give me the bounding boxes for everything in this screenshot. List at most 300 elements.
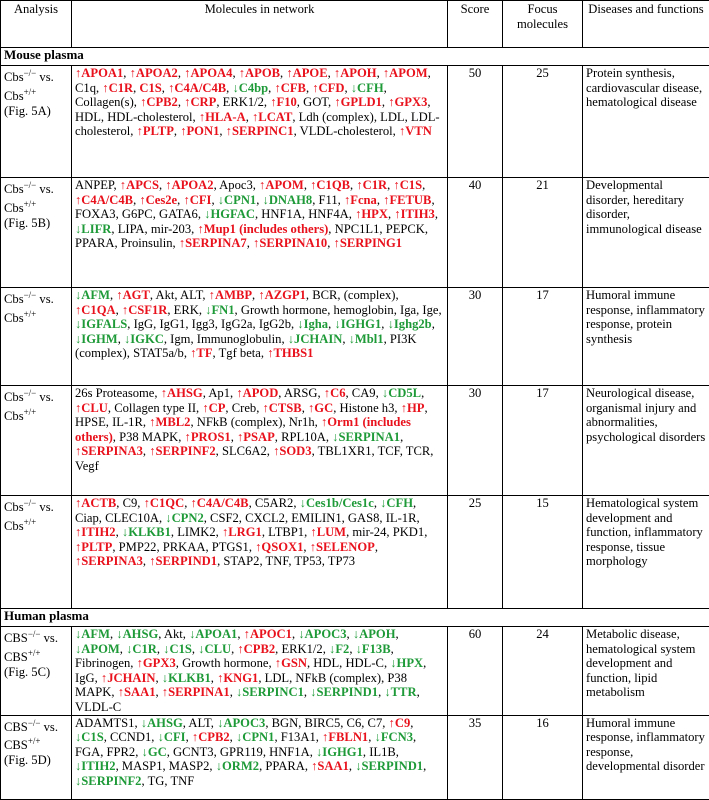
molecule: ↑GPX3 xyxy=(137,656,176,670)
molecule: ↑C1R xyxy=(356,178,387,192)
molecule: ↓CFI xyxy=(158,730,186,744)
molecule: VLDL-C xyxy=(75,700,121,714)
molecule: ↑AMBP xyxy=(209,288,252,302)
molecules-cell: ANPEP, ↑APCS, ↑APOA2, Apoc3, ↑APOM, ↑C1QB, ↑C1R, ↑C1S, ↑C4A/C4B, ↑Ces2e, ↑CFI, ↓CPN1, ↓DNAH8, F11, ↑Fcna, ↑FETUB, FOXA3, G6PC, GATA6, ↓HGFAC, HNF1A, HNF4A, ↑HPX, ↑ITIH3, ↓LIFR, LIPA, mir-203, ↑Mup1 (includes others), NPC1L1, PEPCK, PPARA, Proinsulin, ↑SERPINA7, ↑SERPINA10, ↑SERPING1 xyxy=(72,178,448,288)
analysis-line: Cbs+/+ xyxy=(4,197,68,216)
molecule: ↑CPB2 xyxy=(237,642,275,656)
molecule: ↓APOC3 xyxy=(298,627,346,641)
molecule: ↑C1QA xyxy=(75,303,116,317)
molecule: ADAMTS1 xyxy=(75,716,134,730)
table-body xyxy=(1,48,709,800)
molecule: ↓SERPINA1 xyxy=(332,430,400,444)
molecule: Ciap xyxy=(75,511,99,525)
analysis-line: Cbs−/− vs. xyxy=(4,178,68,197)
molecule: ↓APOH xyxy=(353,627,396,641)
molecule: ↑LRG1 xyxy=(222,525,262,539)
molecule: ↑C1QC xyxy=(144,496,185,510)
focus-molecules-cell: 15 xyxy=(503,496,583,609)
molecule: HDL xyxy=(313,656,339,670)
focus-molecules-cell: 17 xyxy=(503,288,583,386)
analysis-line: Cbs+/+ xyxy=(4,85,68,104)
molecule: ↑ITIH2 xyxy=(75,525,116,539)
molecule: ↑CP xyxy=(202,401,225,415)
molecule: NFkB (complex) xyxy=(295,671,381,685)
molecule: P38 MAPK xyxy=(75,671,407,700)
molecule: ARSG xyxy=(284,386,318,400)
molecule: F13A1 xyxy=(281,730,316,744)
molecule: SLC6A2 xyxy=(222,444,267,458)
diseases-cell: Neurological disease, organismal injury and abnormalities, psychological disorders xyxy=(583,386,709,496)
molecule: ↑C1S xyxy=(393,178,422,192)
molecule: ↓HGFAC xyxy=(204,207,255,221)
molecule: ↑C4A/C4B xyxy=(75,193,133,207)
score-cell: 60 xyxy=(448,627,503,716)
molecule: ↑HLA-A xyxy=(199,110,246,124)
molecule: ↑C1R xyxy=(102,81,133,95)
molecules-cell: ↑APOA1, ↑APOA2, ↑APOA4, ↑APOB, ↑APOE, ↑APOH, ↑APOM, C1q, ↑C1R, C1S, ↑C4A/C4B, ↓C4bp, ↑CFB, ↑CFD, ↓CFH, Collagen(s), ↑CPB2, ↑CRP, ERK1/2, ↑F10, GOT, ↑GPLD1, ↑GPX3, HDL, HDL-cholesterol, ↑HLA-A, ↑LCAT, Ldh (complex), LDL, LDL-cholesterol, ↑PLTP, ↑PON1, ↑SERPINC1, VLDL-cholesterol, ↑VTN xyxy=(72,66,448,178)
molecule: ↓IGFALS xyxy=(75,317,127,331)
molecules-cell: ADAMTS1, ↓AHSG, ALT, ↓APOC3, BGN, BIRC5, C6, C7, ↑C9, ↓C1S, CCND1, ↓CFI, ↑CPB2, ↓CPN1, F13A1, ↑FBLN1, ↓FCN3, FGA, FPR2, ↓GC, GCNT3, GPR119, HNF1A, ↓IGHG1, IL1B, ↓ITIH2, MASP1, MASP2, ↓ORM2, PPARA, ↑SAA1, ↓SERPIND1, ↓SERPINF2, TG, TNF xyxy=(72,715,448,799)
diseases-cell: Metabolic disease, hematological system development and function, lipid metabolism xyxy=(583,627,709,716)
molecule: ↓JCHAIN xyxy=(288,332,343,346)
molecule: FOXA3 xyxy=(75,207,116,221)
molecule: HNF1A xyxy=(269,745,310,759)
molecule: HDL xyxy=(75,110,101,124)
molecule: ↑GPX3 xyxy=(388,95,427,109)
molecule: VLDL-cholesterol xyxy=(300,124,393,138)
molecule: ↓TTR xyxy=(384,685,416,699)
molecule: (complex) xyxy=(344,288,396,302)
molecule: ↑SERPINA3 xyxy=(75,554,143,568)
molecule: PI3K (complex) xyxy=(75,332,416,361)
molecule: Iga xyxy=(400,303,416,317)
molecule: ↓C1R xyxy=(126,642,157,656)
molecule: ↑PSAP xyxy=(237,430,275,444)
molecule: ↑C6 xyxy=(324,386,346,400)
table-row xyxy=(1,288,709,386)
score-cell: 50 xyxy=(448,66,503,178)
molecule: LDL-cholesterol xyxy=(75,110,440,139)
molecule: Growth hormone xyxy=(241,303,327,317)
molecule: TCR xyxy=(406,444,431,458)
molecule: FPR2 xyxy=(107,745,136,759)
molecule: ↑SAA1 xyxy=(311,759,349,773)
molecule: LIMK2 xyxy=(177,525,215,539)
molecule: ↑CTSB xyxy=(263,401,302,415)
score-cell: 30 xyxy=(448,386,503,496)
analysis-cell xyxy=(1,178,72,288)
molecule: ↑SERPIND1 xyxy=(149,554,217,568)
molecule: Proinsulin xyxy=(121,236,173,250)
molecule: PKD1 xyxy=(393,525,425,539)
molecule: C1S xyxy=(139,81,161,95)
molecule: ↑Fcna xyxy=(344,193,377,207)
molecule: ↓ITIH2 xyxy=(75,759,116,773)
molecule: ↓CPN1 xyxy=(218,193,256,207)
molecule: ↑APOE xyxy=(286,66,327,80)
analysis-line: (Fig. 5C) xyxy=(4,665,68,680)
molecule: IgG xyxy=(75,671,95,685)
molecule: ↓CPN1 xyxy=(236,730,274,744)
analysis-cell xyxy=(1,627,72,716)
molecule: ↑GPLD1 xyxy=(334,95,382,109)
header-analysis: Analysis xyxy=(1,1,72,48)
molecule: Ldh (complex) xyxy=(299,110,374,124)
molecule: ↓DNAH8 xyxy=(263,193,313,207)
molecule: ↑HPX xyxy=(355,207,388,221)
molecule: ↑FETUB xyxy=(383,193,431,207)
molecule: TNF xyxy=(266,554,289,568)
molecule: Akt xyxy=(164,627,183,641)
molecules-cell: ↑ACTB, C9, ↑C1QC, ↑C4A/C4B, C5AR2, ↓Ces1b/Ces1c, ↓CFH, Ciap, CLEC10A, ↓CPN2, CSF2, CXCL2, EMILIN1, GAS8, IL-1R, ↑ITIH2, ↓KLKB1, LIMK2, ↑LRG1, LTBP1, ↑LUM, mir-24, PKD1, ↑PLTP, PMP22, PRKAA, PTGS1, ↑QSOX1, ↑SELENOP, ↑SERPINA3, ↑SERPIND1, STAP2, TNF, TP53, TP73 xyxy=(72,496,448,609)
table-row xyxy=(1,386,709,496)
molecule: ↓KLKB1 xyxy=(162,671,211,685)
molecule: PTGS1 xyxy=(212,540,249,554)
diseases-cell: Humoral immune response, inflammatory response, protein synthesis xyxy=(583,288,709,386)
molecule: 26s Proteasome xyxy=(75,386,154,400)
molecule: CCND1 xyxy=(110,730,151,744)
analysis-line: Cbs−/− vs. xyxy=(4,66,68,85)
header-molecules: Molecules in network xyxy=(72,1,448,48)
molecule: Akt xyxy=(155,288,174,302)
molecule: ↓SERPIND1 xyxy=(355,759,423,773)
molecule: Vegf xyxy=(75,459,99,473)
molecule: Ige xyxy=(422,303,438,317)
molecule: ↑APOA2 xyxy=(165,178,213,192)
molecule: ↓IGHG1 xyxy=(316,745,363,759)
molecule: IgG1 xyxy=(159,317,185,331)
molecule: ↑Ces2e xyxy=(139,193,177,207)
molecule: ↓Igha xyxy=(297,317,328,331)
molecule: ↓ORM2 xyxy=(216,759,259,773)
score-cell: 30 xyxy=(448,288,503,386)
molecule: ↓CD5L xyxy=(382,386,421,400)
molecule: ↑SERPINA10 xyxy=(253,236,327,250)
molecule: ↑THBS1 xyxy=(267,346,313,360)
focus-molecules-cell: 16 xyxy=(503,715,583,799)
molecule: ↑PROS1 xyxy=(185,430,231,444)
molecule: ↑C4A/C4B xyxy=(168,81,226,95)
molecule: ↑APOM xyxy=(383,66,428,80)
molecule: CLEC10A xyxy=(105,511,159,525)
molecule: ↓F2 xyxy=(329,642,349,656)
molecule: Immunoglobulin xyxy=(197,332,282,346)
molecule: Collagen(s) xyxy=(75,95,134,109)
molecule: BCR xyxy=(312,288,337,302)
molecule: G6PC xyxy=(122,207,153,221)
molecule: ↓F13B xyxy=(356,642,391,656)
analysis-cell xyxy=(1,715,72,799)
molecule: CXCL2 xyxy=(245,511,285,525)
molecule: IgG xyxy=(134,317,154,331)
molecule: ↑ITIH3 xyxy=(394,207,435,221)
molecule: GPR119 xyxy=(220,745,263,759)
molecule: ↑SAA1 xyxy=(118,685,156,699)
molecule: PPARA xyxy=(265,759,304,773)
molecule: GOT xyxy=(303,95,328,109)
molecule: GAS8 xyxy=(348,511,380,525)
section-title: Mouse plasma xyxy=(1,48,709,66)
molecule: RPL10A xyxy=(281,430,326,444)
molecule: F11 xyxy=(319,193,338,207)
molecule: ↑CFI xyxy=(183,193,211,207)
molecule: ↑JCHAIN xyxy=(101,671,156,685)
molecule: TCF xyxy=(378,444,400,458)
molecule: C6 xyxy=(347,716,362,730)
header-focus-molecules: Focus molecules xyxy=(503,1,583,48)
molecule: HNF4A xyxy=(308,207,349,221)
molecule: ANPEP xyxy=(75,178,114,192)
molecule: ↑PLTP xyxy=(75,540,112,554)
molecule: ↑APOM xyxy=(259,178,304,192)
molecule: ↓AHSG xyxy=(116,627,158,641)
molecule: ALT xyxy=(180,288,202,302)
molecule: C9 xyxy=(123,496,138,510)
molecule: ↑AHSG xyxy=(161,386,203,400)
molecule: IgG2b xyxy=(259,317,291,331)
molecule: ↑CSF1R xyxy=(122,303,167,317)
molecule: Ap1 xyxy=(208,386,230,400)
analysis-line: (Fig. 5A) xyxy=(4,104,68,119)
molecule: Growth hormone xyxy=(182,656,268,670)
molecule: ↑SERPINA1 xyxy=(162,685,230,699)
focus-molecules-cell: 17 xyxy=(503,386,583,496)
molecule: CSF2 xyxy=(210,511,239,525)
analysis-line: Cbs+/+ xyxy=(4,405,68,424)
molecule: mir-24 xyxy=(352,525,386,539)
molecule: GCNT3 xyxy=(173,745,214,759)
molecule: Igg3 xyxy=(192,317,215,331)
analysis-line: (Fig. 5B) xyxy=(4,216,68,231)
molecule: LDL xyxy=(265,671,289,685)
molecule: ↑HP xyxy=(401,401,425,415)
molecule: FGA xyxy=(75,745,100,759)
score-cell: 35 xyxy=(448,715,503,799)
molecule: ↑CPB2 xyxy=(192,730,230,744)
molecule: C7 xyxy=(368,716,383,730)
table-row xyxy=(1,715,709,799)
molecule: Creb xyxy=(232,401,256,415)
analysis-cell xyxy=(1,66,72,178)
molecules-cell: 26s Proteasome, ↑AHSG, Ap1, ↑APOD, ARSG, ↑C6, CA9, ↓CD5L, ↑CLU, Collagen type II, ↑CP, Creb, ↑CTSB, ↑GC, Histone h3, ↑HP, HPSE, IL-1R, ↑MBL2, NFkB (complex), Nr1h, ↑Orm1 (includes others), P38 MAPK, ↑PROS1, ↑PSAP, RPL10A, ↓SERPINA1, ↑SERPINA3, ↑SERPINF2, SLC6A2, ↑SOD3, TBL1XR1, TCF, TCR, Vegf xyxy=(72,386,448,496)
molecule: ↓FCN3 xyxy=(375,730,413,744)
molecule: ↓CFH xyxy=(351,81,384,95)
molecule: ↑LCAT xyxy=(252,110,292,124)
molecule: ↑APOD xyxy=(236,386,278,400)
molecule: ↑SOD3 xyxy=(273,444,312,458)
molecule: ↑CPB2 xyxy=(140,95,178,109)
analysis-line: CBS+/+ xyxy=(4,646,68,665)
molecule: ↓SERPINF2 xyxy=(75,774,141,788)
molecule: ↑APOH xyxy=(334,66,377,80)
diseases-cell: Developmental disorder, hereditary disorder, immunological disease xyxy=(583,178,709,288)
molecule: ↑APOA1 xyxy=(75,66,123,80)
molecules-cell: ↓AFM, ↑AGT, Akt, ALT, ↑AMBP, ↑AZGP1, BCR, (complex), ↑C1QA, ↑CSF1R, ERK, ↓FN1, Growth hormone, hemoglobin, Iga, Ige, ↓IGFALS, IgG, IgG1, Igg3, IgG2a, IgG2b, ↓Igha, ↓IGHG1, ↓Ighg2b, ↓IGHM, ↓IGKC, Igm, Immunoglobulin, ↓JCHAIN, ↓Mbl1, PI3K (complex), STAT5a/b, ↑TF, Tgf beta, ↑THBS1 xyxy=(72,288,448,386)
molecule: ↓CLU xyxy=(198,642,231,656)
molecule: IgG2a xyxy=(221,317,252,331)
molecule: ERK1/2 xyxy=(281,642,322,656)
molecule: PEPCK xyxy=(386,222,425,236)
molecule: ↓AFM xyxy=(75,288,110,302)
table-row xyxy=(1,627,709,716)
analysis-line: CBS+/+ xyxy=(4,734,68,753)
table-row xyxy=(1,66,709,178)
score-cell: 40 xyxy=(448,178,503,288)
molecule: HPSE xyxy=(75,415,106,429)
molecule: ↑C9 xyxy=(389,716,411,730)
molecule: ↓GC xyxy=(142,745,167,759)
molecule: ↓Ces1b/Ces1c xyxy=(300,496,374,510)
section-row xyxy=(1,609,709,627)
molecule: TP73 xyxy=(328,554,355,568)
molecule: ↑LUM xyxy=(310,525,346,539)
molecule: IL-1R xyxy=(386,511,417,525)
molecule: P38 MAPK xyxy=(119,430,178,444)
analysis-cell xyxy=(1,386,72,496)
molecule: STAP2 xyxy=(223,554,259,568)
molecule: ↑TF xyxy=(190,346,212,360)
molecule: ↓FN1 xyxy=(205,303,234,317)
analysis-line: (Fig. 5D) xyxy=(4,753,68,768)
focus-molecules-cell: 24 xyxy=(503,627,583,716)
molecule: TP53 xyxy=(294,554,321,568)
molecule: ↓APOC3 xyxy=(217,716,265,730)
molecule: ↑Mup1 (includes others) xyxy=(197,222,328,236)
molecule: MASP1 xyxy=(122,759,163,773)
table-row xyxy=(1,178,709,288)
molecule: ↑QSOX1 xyxy=(255,540,303,554)
molecule: NFkB (complex) xyxy=(197,415,283,429)
molecule: ↑SERPING1 xyxy=(334,236,403,250)
focus-molecules-cell: 25 xyxy=(503,66,583,178)
molecule: ↑C1QB xyxy=(310,178,350,192)
focus-molecules-cell: 21 xyxy=(503,178,583,288)
diseases-cell: Protein synthesis, cardiovascular disease, hematological disease xyxy=(583,66,709,178)
analysis-line: Cbs+/+ xyxy=(4,307,68,326)
molecule: ↑PON1 xyxy=(180,124,219,138)
molecule: ↑GSN xyxy=(275,656,307,670)
molecule: TG xyxy=(148,774,165,788)
molecule: ↓C4bp xyxy=(232,81,268,95)
molecule: Nr1h xyxy=(289,415,315,429)
molecule: ↑F10 xyxy=(270,95,297,109)
molecule: ↑APOA4 xyxy=(184,66,232,80)
molecule: Apoc3 xyxy=(219,178,253,192)
molecule: ERK1/2 xyxy=(223,95,264,109)
molecule: EMILIN1 xyxy=(291,511,341,525)
molecule: ↑CFB xyxy=(274,81,305,95)
analysis-line: Cbs−/− vs. xyxy=(4,496,68,515)
molecule: ↑APOC1 xyxy=(244,627,292,641)
molecule: ↓IGHM xyxy=(75,332,118,346)
molecule: TNF xyxy=(170,774,194,788)
molecule: ↑APCS xyxy=(120,178,159,192)
molecule: ↓AHSG xyxy=(141,716,183,730)
diseases-cell: Hematological system development and function, inflammatory response, tissue morphology xyxy=(583,496,709,609)
molecule: ↓AFM xyxy=(75,627,110,641)
molecule: CA9 xyxy=(352,386,376,400)
analysis-line: CBS−/− vs. xyxy=(4,627,68,646)
molecule: STAT5a/b xyxy=(133,346,184,360)
molecule: ↑SERPINA7 xyxy=(179,236,247,250)
molecule: HNF1A xyxy=(261,207,302,221)
header-diseases-functions: Diseases and functions xyxy=(583,1,709,48)
molecule: ↑CLU xyxy=(75,401,108,415)
molecule: HDL-C xyxy=(345,656,383,670)
molecule: ↑CFD xyxy=(312,81,344,95)
diseases-cell: Humoral immune response, inflammatory response, developmental disorder xyxy=(583,715,709,799)
molecule: TBL1XR1 xyxy=(318,444,372,458)
analysis-line: Cbs+/+ xyxy=(4,515,68,534)
molecule: ↓C1S xyxy=(163,642,192,656)
table-row xyxy=(1,496,709,609)
molecule: ↑MBL2 xyxy=(149,415,190,429)
molecule: Igm xyxy=(170,332,190,346)
molecule: PRKAA xyxy=(163,540,206,554)
molecule: ↑SERPINA3 xyxy=(75,444,143,458)
header-score: Score xyxy=(448,1,503,48)
molecule: ↓APOM xyxy=(75,642,120,656)
molecule: ↓CPN2 xyxy=(165,511,203,525)
molecule: ↑GC xyxy=(308,401,333,415)
molecule: ↑AGT xyxy=(116,288,150,302)
molecule: HDL-cholesterol xyxy=(107,110,192,124)
molecule: PMP22 xyxy=(119,540,157,554)
molecule: PPARA xyxy=(75,236,114,250)
molecule: GATA6 xyxy=(159,207,198,221)
molecule: BIRC5 xyxy=(305,716,341,730)
molecule: ↓APOA1 xyxy=(189,627,237,641)
molecule: ↓IGHG1 xyxy=(334,317,381,331)
molecule: LDL xyxy=(380,110,404,124)
section-title: Human plasma xyxy=(1,609,709,627)
analysis-line: CBS−/− vs. xyxy=(4,716,68,735)
molecule: ↓C1S xyxy=(75,730,104,744)
molecule: ↑KNG1 xyxy=(217,671,258,685)
molecule: ↓CFH xyxy=(380,496,413,510)
molecule: ↑Orm1 (includes others) xyxy=(75,415,411,444)
molecule: Tgf beta xyxy=(219,346,261,360)
molecule: LIPA xyxy=(118,222,145,236)
molecule: ↓Mbl1 xyxy=(349,332,384,346)
molecule: ↑APOA2 xyxy=(130,66,178,80)
molecule: IL1B xyxy=(369,745,396,759)
molecule: ↑APOB xyxy=(239,66,280,80)
molecule: ↑SELENOP xyxy=(310,540,375,554)
molecule: ↓HPX xyxy=(390,656,423,670)
molecule: ↑SERPINF2 xyxy=(149,444,215,458)
molecule: ↑CRP xyxy=(184,95,216,109)
molecule: BGN xyxy=(272,716,299,730)
molecule: ↓SERPIND1 xyxy=(310,685,378,699)
molecule: ↑VTN xyxy=(399,124,432,138)
molecule: Histone h3 xyxy=(339,401,394,415)
molecule: ↑ACTB xyxy=(75,496,116,510)
score-cell: 25 xyxy=(448,496,503,609)
molecule: C1q xyxy=(75,81,96,95)
molecule: IL-1R xyxy=(112,415,143,429)
molecule: Collagen type II xyxy=(114,401,196,415)
analysis-cell xyxy=(1,288,72,386)
molecule: LTBP1 xyxy=(268,525,304,539)
molecule: ↑C4A/C4B xyxy=(190,496,248,510)
molecule: ↓KLKB1 xyxy=(122,525,171,539)
molecule: C5AR2 xyxy=(255,496,294,510)
molecules-cell: ↓AFM, ↓AHSG, Akt, ↓APOA1, ↑APOC1, ↓APOC3, ↓APOH, ↓APOM, ↓C1R, ↓C1S, ↓CLU, ↑CPB2, ERK1/2, ↓F2, ↓F13B, Fibrinogen, ↑GPX3, Growth hormone, ↑GSN, HDL, HDL-C, ↓HPX, IgG, ↑JCHAIN, ↓KLKB1, ↑KNG1, LDL, NFkB (complex), P38 MAPK, ↑SAA1, ↑SERPINA1, ↓SERPINC1, ↓SERPIND1, ↓TTR, VLDL-C xyxy=(72,627,448,716)
molecule: ALT xyxy=(188,716,210,730)
molecule: ↑PLTP xyxy=(137,124,174,138)
molecule: ↓Ighg2b xyxy=(388,317,432,331)
